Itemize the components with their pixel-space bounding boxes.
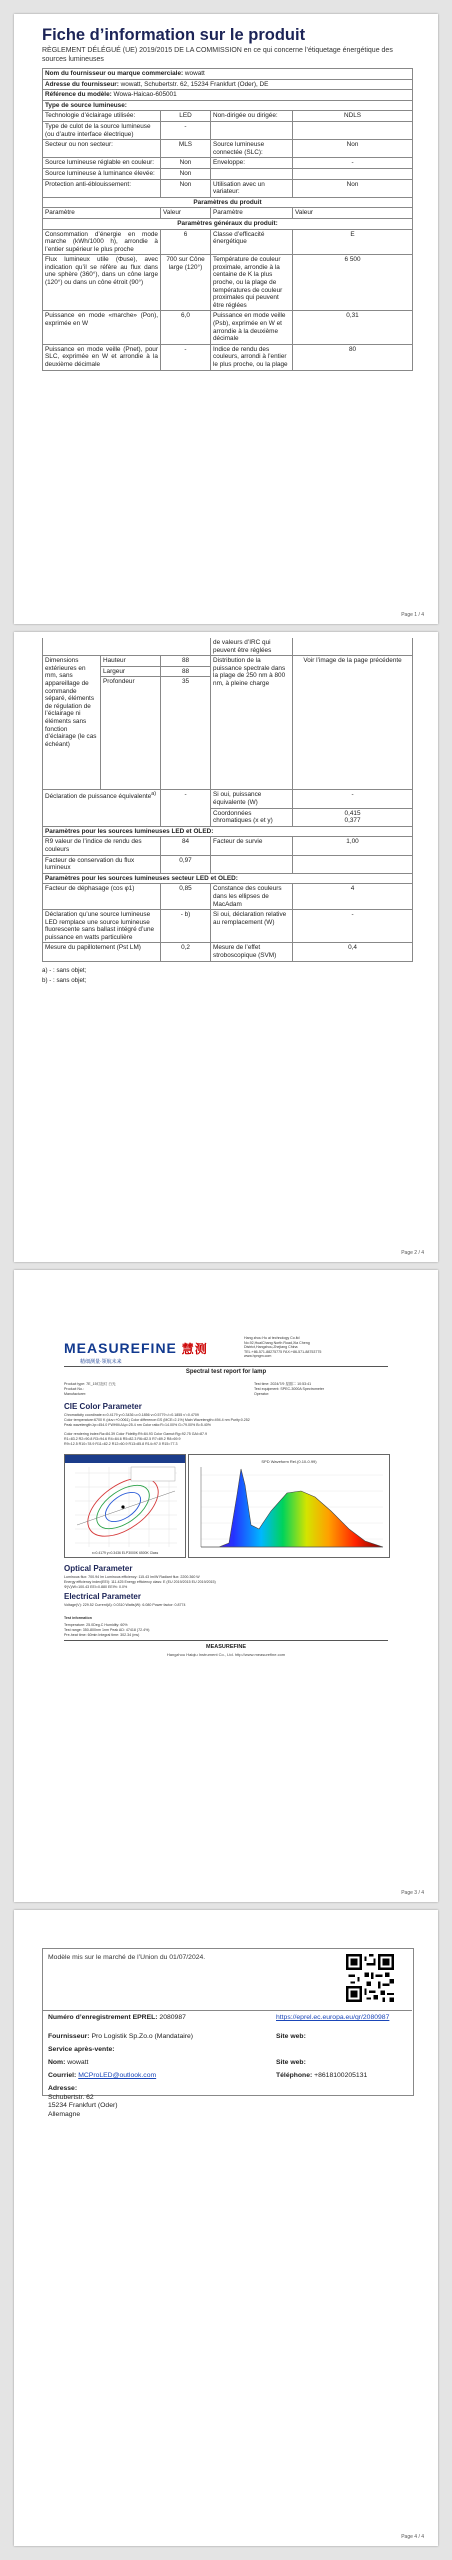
cie-line: Color temperature:6700 K (duv=+0.0061) Color difference:GS (MCE=2.1%) Main Wavelength=494.4 nm Purity:0.252 [64,1418,250,1422]
param-row [43,344,413,370]
type-row-label: Enveloppe: [211,158,293,169]
company-line: www.hpngm.com [244,1354,272,1359]
equiv-value: - [161,790,211,826]
footnote-b: b) - : sans objet; [42,976,87,984]
param-row [43,229,413,255]
param-label: Si oui, déclaration relative au remplacement (W) [211,910,293,943]
type-row-value: Non [161,168,211,179]
type-row-value [293,168,413,179]
type-row-value: MLS [161,140,211,158]
param-value: 84 [161,837,211,855]
chart-legend-box [131,1467,175,1481]
type-row-value: Non [161,179,211,197]
footer-line: Hangzhou Haiqiu Instrument Co., Ltd. http://www.measurefine.com [166,1652,286,1657]
param-label: Flux lumineux utile (Φuse), avec indication qu’il se réfère au flux dans une sphère (360°), dans un cône large (120°) ou dans un cône étroit (90°) [43,255,161,311]
email-row [48,2072,156,2081]
type-row-label: Non-dirigée ou dirigée: [211,111,293,122]
mains-row [43,884,413,910]
param-value: 0,97 [161,855,211,873]
general-params-heading: Paramètres généraux du produit: [43,218,413,229]
address-line: Allemagne [48,2110,81,2118]
test-info-line: Test range: 350-800nm 1nm Peak AD: 47418 (72.4%) [64,1628,150,1632]
logo-text: MEASUREFINE [64,1340,177,1356]
optical-line: Φ(V)/W=100.43 EEI=0.880 EEI%: 0.0% [64,1585,128,1589]
param-row [43,311,413,344]
phone-value: +8618100205131 [314,2072,368,2079]
test-info-line: Pre-heat time: 60min Integral time: 302.34 (ms) [64,1633,140,1637]
electrical-line: Voltage(V): 229.52 Current(A): 0.0310 Watts(W): 6.080 Power factor: 0.8774 [64,1603,186,1607]
header-divider [64,1366,388,1367]
supplier-value: wowatt [184,70,205,77]
type-row-label: Source lumineuse réglable en couleur: [43,158,161,169]
page-3 [14,1270,438,1902]
footnote-a: a) - : sans objet; [42,966,87,974]
company-line: Hang zhou Hu ai technology Co.ltd [244,1336,300,1340]
type-row [43,158,413,169]
website-label: Site web: [276,2033,306,2040]
type-row-value: Non [161,158,211,169]
test-info-line: Temperature: 25.0Deg.C Humidity: 60% [64,1623,128,1627]
param-value: 0,85 [161,884,211,910]
cri-line: R1=83.2 R2=90.8 R3=94.6 R4=84.6 R5=82.3 R6=82.5 R7=89.2 R8=69.9 [64,1437,181,1441]
test-info-heading: Test information [64,1616,92,1620]
param-value: 1,00 [293,837,413,855]
mains-row [43,943,413,961]
report-title: Spectral test report for lamp [185,1369,267,1375]
supplier-label: Nom du fournisseur ou marque commerciale: [45,70,184,77]
param-value: - [161,344,211,370]
equiv2-value: - [293,790,413,808]
product-no: Product No.: [64,1387,84,1391]
company-line: No.92,HuaiChang North Road,Xia Cheng [244,1340,310,1345]
product-params-heading: Paramètres du produit [43,197,413,208]
page-number: Page 4 / 4 [401,2534,424,2540]
optical-heading: Optical Parameter [64,1564,133,1573]
cie-ellipse-chart [64,1454,186,1558]
cie-heading: CIE Color Parameter [64,1402,142,1411]
service-heading: Service après-vente: [48,2046,115,2053]
chroma-label: Coordonnées chromatiques (x et y) [211,808,293,826]
cri-continued: de valeurs d’IRC qui peuvent être réglées [211,638,293,656]
col-param-header: Paramètre [211,208,293,219]
measurefine-logo [64,1340,208,1357]
param-value: 80 [293,344,413,370]
type-row [43,121,413,139]
product-info-table-continued [42,638,413,962]
type-row [43,179,413,197]
param-value: 6,0 [161,311,211,344]
address-line: Schubertstr. 62 [48,2093,94,2101]
company-info [244,1336,321,1359]
dimension-name: Largeur [101,666,161,677]
col-param-header: Paramètre [43,208,161,219]
type-row-label: Secteur ou non secteur: [43,140,161,158]
cie-line: Peak wavelength:λp=454.0 FWHM:Δλp=25.4 nm Color ratio:R=14.00% G=79.00% B=5.40% [64,1423,211,1427]
param-label: Puissance en mode veille (Psb), exprimée en W et arrondie à la deuxième décimale [211,311,293,344]
logo-cn-text: 慧测 [181,1342,208,1356]
address-value: wowatt, Schubertstr. 62, 15234 Frankfurt (Oder), DE [120,80,269,88]
type-row-label: Technologie d’éclairage utilisée: [43,111,161,122]
type-row-label: Source lumineuse à luminance élevée: [43,168,161,179]
eprel-label: Numéro d’enregistrement EPREL: [48,2014,158,2021]
spd-waveform-chart [188,1454,390,1558]
operator: Operator: [254,1392,270,1396]
manufacturer: Manufacturer: [64,1392,87,1396]
spectral-value: Voir l’image de la page précédente [293,656,413,790]
param-value [293,855,413,873]
spd-curve [201,1469,383,1547]
dimensions-label: Dimensions extérieures en mm, sans appareillage de commande séparé, éléments de régulation de l’éclairage ni éléments sans fonction d’éclairage (le cas échéant) [43,656,101,790]
param-row [43,255,413,311]
model-label: Référence du modèle: [45,91,112,99]
dimension-value: 88 [161,656,211,667]
col-value-header: Valeur [293,208,413,219]
chroma-y: 0,377 [344,817,361,825]
document-title: Fiche d’information sur le produit [42,26,306,44]
type-row-value: LED [161,111,211,122]
service-name-row [48,2059,88,2068]
equivalent-power-row [43,790,413,808]
param-value: 0,4 [293,943,413,961]
dimensions-row [43,656,413,667]
param-label: Classe d’efficacité énergétique [211,229,293,255]
param-value: 4 [293,884,413,910]
page-number: Page 3 / 4 [401,1890,424,1896]
optical-line: Luminous flux: 700.94 lm Luminous efficiency: 115.43 lm/W Radiant flux: 2200.360 W [64,1575,200,1579]
param-value: - b) [161,910,211,943]
cie-line: Chromaticity coordinate:x=0.4179 y=0.3436 u=0.1856 v=0.5779 u'=0.1855 v'=0.4709 [64,1413,199,1417]
company-line: TEL:+86-571-88275775 FAX:+86-571-88753775 [244,1349,322,1354]
model-value: Wowa-Haicao-605001 [113,91,177,99]
cri-line: R9=12.5 R10=78.9 R11=82.2 R12=60.9 R13=85.8 R14=97.0 R15=77.3 [64,1442,178,1446]
supplier-value: Pro Logistik Sp.Zo.o (Mandataire) [91,2033,194,2040]
chart-header-bar [65,1455,185,1463]
param-label: Mesure de l’effet stroboscopique (SVM) [211,943,293,961]
regulation-text: RÈGLEMENT DÉLÉGUÉ (UE) 2019/2015 DE LA COMMISSION en ce qui concerne l’étiquetage énergétique des sources lumineuses [42,47,393,63]
test-time: Test time: 2024/7/9 星期二 10:53:41 [254,1382,312,1386]
param-label: Puissance en mode veille (Pnet), pour SLC, exprimée en W et arrondie à la deuxième décimale [43,344,161,370]
dimension-name: Hauteur [101,656,161,667]
param-label: Mesure du papillotement (Pst LM) [43,943,161,961]
type-row-value: - [293,158,413,169]
electrical-heading: Electrical Parameter [64,1592,141,1601]
type-row-label: Utilisation avec un variateur: [211,179,293,197]
param-value: 700 sur Cône large (120°) [161,255,211,311]
supplier-row [48,2033,193,2042]
eprel-qr-code[interactable] [346,1954,394,2002]
address-label: Adresse: [48,2085,78,2092]
param-label: Facteur de conservation du flux lumineux [43,855,161,873]
equiv-label: Déclaration de puissance équivalente [45,793,152,801]
column-header-row [43,208,413,219]
param-label: Facteur de déphasage (cos φ1) [43,884,161,910]
planckian-locus [77,1491,175,1525]
measured-point-marker [121,1505,124,1508]
param-label: Facteur de survie [211,837,293,855]
led-row [43,837,413,855]
led-params-heading: Paramètres pour les sources lumineuses LED et OLED: [43,826,413,837]
page-1 [14,14,438,624]
email-link[interactable]: MCProLED@outlook.com [78,2072,157,2079]
spd-chart-title: SPD Waveform Rel.(0.10-0.99) [261,1459,317,1464]
param-value: - [293,910,413,943]
type-row-label: Protection anti-éblouissement: [43,179,161,197]
param-value: 6 500 [293,255,413,311]
param-label: Constance des couleurs dans les ellipses de MacAdam [211,884,293,910]
product-type: Product type: 7E_15灯泡灯 白光 [64,1382,116,1386]
param-label [211,855,293,873]
param-value: 6 [161,229,211,255]
supplier-label: Fournisseur: [48,2033,90,2040]
param-label: Puissance en mode «marche» (Pon), exprimée en W [43,311,161,344]
eprel-value: 2080987 [159,2014,186,2021]
type-row-label [211,168,293,179]
type-row [43,168,413,179]
spectral-label: Distribution de la puissance spectrale dans la plage de 250 nm à 800 nm, à pleine charge [211,656,293,790]
email-label: Courriel: [48,2072,77,2079]
mains-row [43,910,413,943]
service-website-label: Site web: [276,2059,306,2066]
name-value: wowatt [67,2059,89,2066]
type-row-label [211,121,293,139]
type-row [43,140,413,158]
page-number: Page 1 / 4 [401,612,424,618]
chroma-x: 0,415 [344,809,361,817]
name-label: Nom: [48,2059,66,2066]
eprel-link[interactable]: https://eprel.ec.europa.eu/qr/2080987 [276,2014,390,2021]
dimension-value: 88 [161,666,211,677]
dimension-name: Profondeur [101,677,161,790]
col-value-header: Valeur [161,208,211,219]
type-row-value: Non [293,179,413,197]
type-row-label: Source lumineuse connectée (SLC): [211,140,293,158]
market-intro: Modèle mis sur le marché de l’Union du 01/07/2024. [48,1954,206,1961]
equiv2-label: Si oui, puissance équivalente (W) [211,790,293,808]
page-number: Page 2 / 4 [401,1250,424,1256]
address-label: Adresse du fournisseur: [45,80,119,88]
type-row-label: Type de culot de la source lumineuse (ou d’autre interface électrique) [43,121,161,139]
type-row-value: Non [293,140,413,158]
info-divider [42,2010,412,2011]
type-heading: Type de source lumineuse: [43,100,413,111]
param-label: Température de couleur proximale, arrondie à la centaine de K la plus proche, ou la plage de températures de couleur proximales qui peuvent être réglées [211,255,293,311]
optical-line: Energy efficiency index(EEI): 111.425 Energy efficiency class: E (EU 2019/2015 EU 2019/2015) [64,1580,216,1584]
company-line: District,Hangzhou,Zhejiang China [244,1345,298,1350]
eprel-number [48,2014,186,2023]
page-2 [14,632,438,1262]
param-value: E [293,229,413,255]
param-label: R9 valeur de l’indice de rendu des couleurs [43,837,161,855]
dimension-value: 35 [161,677,211,790]
type-row-value: - [161,121,211,139]
led-row [43,855,413,873]
param-label: Déclaration qu’une source lumineuse LED remplace une source lumineuse fluorescente sans ballast intégré d’une puissance en watts particulière [43,910,161,943]
param-label: Consommation d’énergie en mode marche (kWh/1000 h), arrondie à l’entier supérieur le plus proche [43,229,161,255]
type-row-value: NDLS [293,111,413,122]
address-block [48,2085,118,2119]
type-row-value [293,121,413,139]
mains-params-heading: Paramètres pour les sources lumineuses secteur LED et OLED: [43,873,413,884]
param-label: Indice de rendu des couleurs, arrondi à l’entier le plus proche, ou la plage [211,344,293,370]
cie-chart-caption: x=0.4179 y=0.3436 ELP3000K 6500K Class [91,1551,159,1555]
test-equipment: Test equipment: SPEC-3000A Spectrometer [254,1387,325,1391]
page-4 [14,1910,438,2546]
param-value: 0,31 [293,311,413,344]
type-row [43,111,413,122]
footnote-ref-a: a) [151,791,156,798]
phone-row [276,2072,367,2081]
footer-brand: MEASUREFINE [205,1644,247,1650]
phone-label: Téléphone: [276,2072,313,2079]
address-line: 15234 Frankfurt (Oder) [48,2102,118,2109]
footer-divider [64,1640,388,1641]
param-value: 0,2 [161,943,211,961]
cri-line: Color rendering index:Ra=84.39 Color Fidelity:Rf=84.93 Color Gamut:Rg=92.75 GAI=87.9 [64,1432,208,1436]
logo-subtitle: 精细测量·领航未来 [80,1359,122,1365]
product-info-table [42,68,413,371]
